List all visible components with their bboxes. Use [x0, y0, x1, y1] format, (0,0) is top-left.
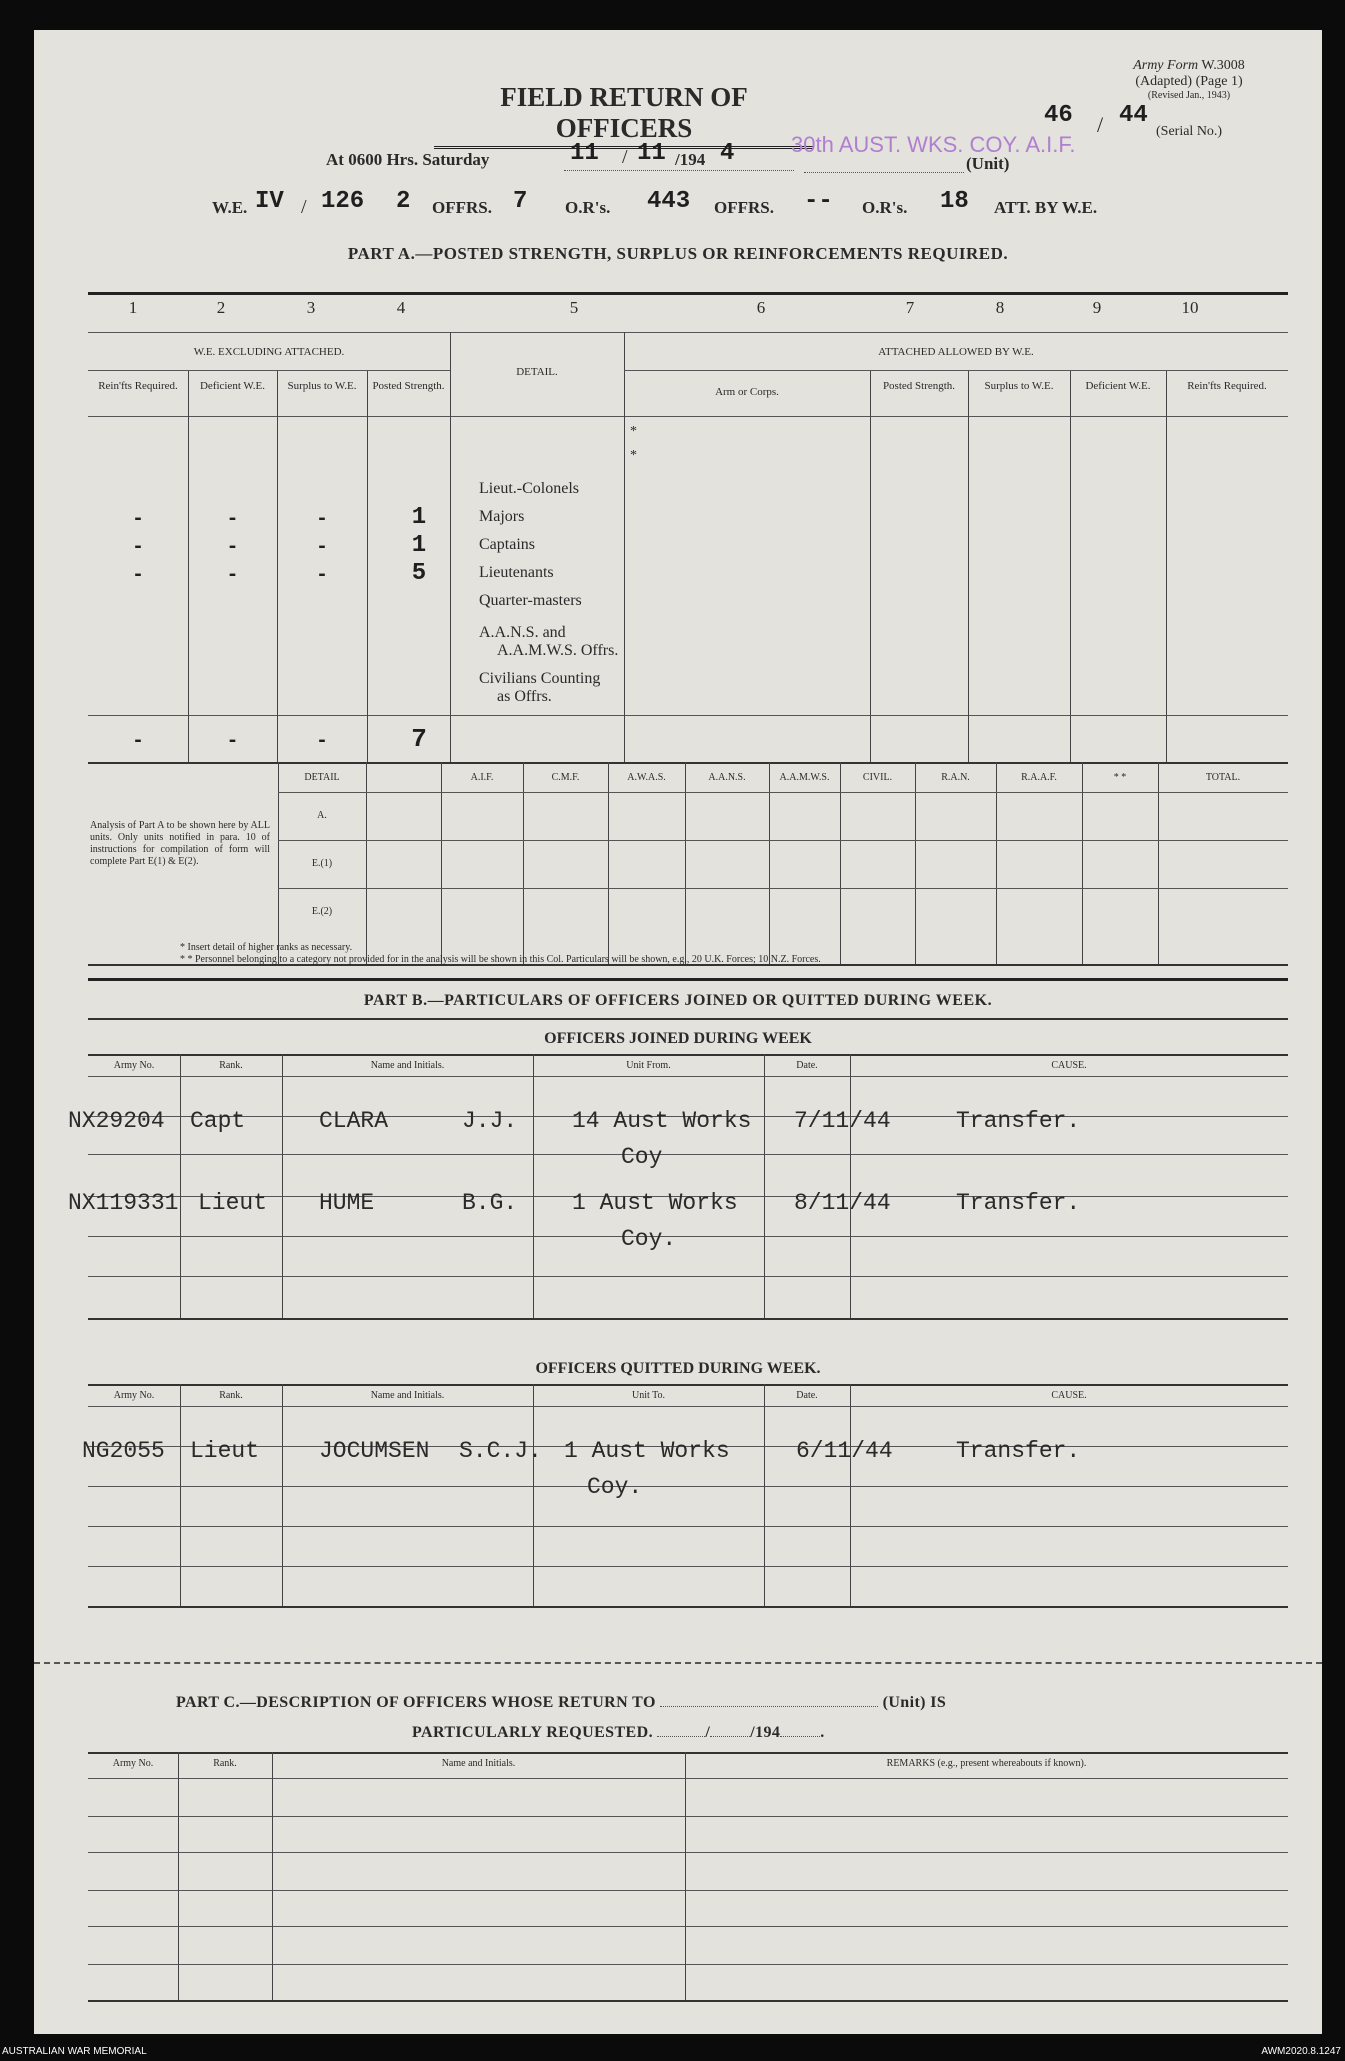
reinfts-value: -: [131, 508, 144, 531]
quitted-name: JOCUMSEN: [319, 1438, 430, 1464]
deficient-value: -: [226, 508, 239, 531]
quitted-unit-line2: Coy.: [587, 1474, 643, 1500]
column-number: 10: [1181, 298, 1199, 317]
quitted-col-army-no: Army No.: [113, 1390, 155, 1401]
table-row: [34, 504, 1322, 536]
quitted-title: OFFICERS QUITTED DURING WEEK.: [535, 1360, 821, 1377]
column-number: 3: [306, 298, 316, 317]
quitted-col-date: Date.: [796, 1390, 818, 1401]
joined-army-no: NX119331: [68, 1190, 179, 1216]
table-row: [34, 560, 1322, 592]
footnote-1: * Insert detail of higher ranks as necessary.: [180, 942, 353, 953]
adapted-label: (Adapted): [1135, 74, 1193, 89]
joined-unit-line2: Coy: [621, 1144, 663, 1170]
detail-label: Majors: [479, 508, 525, 525]
detail-label: Captains: [479, 536, 535, 553]
column-number: 2: [216, 298, 226, 317]
column-number: 4: [396, 298, 406, 317]
joined-col-date: Date.: [796, 1060, 818, 1071]
joined-col-rank: Rank.: [219, 1060, 243, 1071]
aans-line2: A.A.M.W.S. Offrs.: [497, 642, 619, 659]
detail-label: Lieutenants: [479, 564, 554, 581]
column-number: 7: [905, 298, 915, 317]
attached-allowed-header: ATTACHED ALLOWED BY W.E.: [878, 346, 1034, 358]
part-c-line2: PARTICULARLY REQUESTED. / /194 .: [412, 1724, 825, 1741]
serial-label: (Serial No.): [1156, 124, 1223, 139]
joined-rank: Capt: [190, 1108, 246, 1134]
joined-date: 7/11/44: [794, 1108, 891, 1134]
surplus-value: -: [315, 536, 328, 559]
att-by-we-label: ATT. BY W.E.: [994, 198, 1098, 217]
revised-label: (Revised Jan., 1943): [1147, 90, 1231, 101]
column-number: 6: [756, 298, 766, 317]
time-day-label: At 0600 Hrs. Saturday: [326, 150, 490, 169]
part-c-unit-label: (Unit) IS: [882, 1694, 947, 1711]
analysis-col-detail: DETAIL: [304, 772, 340, 783]
analysis-col-civil: CIVIL.: [862, 772, 893, 783]
part-c-col-name: Name and Initials.: [441, 1758, 516, 1769]
joined-name: CLARA: [319, 1108, 389, 1134]
table-row: [34, 592, 1322, 620]
asterisk-row: *: [630, 448, 637, 463]
posted-value: 1: [411, 504, 427, 531]
analysis-row-e2: E.(2): [311, 906, 333, 917]
quitted-unit-line1: 1 Aust Works: [564, 1438, 730, 1464]
total-posted: 7: [411, 724, 427, 754]
part-c-col-rank: Rank.: [213, 1758, 237, 1769]
joined-initials: J.J.: [462, 1108, 518, 1134]
col-arm-or-corps: Arm or Corps.: [715, 386, 779, 398]
asterisk-row: *: [630, 424, 637, 439]
col-att-deficient: Deficient W.E.: [1085, 380, 1151, 392]
part-c-col-army-no: Army No.: [112, 1758, 154, 1769]
part-b-heading: PART B.—PARTICULARS OF OFFICERS JOINED OR QUITTED DURING WEEK.: [363, 992, 993, 1009]
joined-unit-line1: 1 Aust Works: [572, 1190, 738, 1216]
footer-accession: AWM2020.8.1247: [1261, 2046, 1341, 2057]
quitted-army-no: NG2055: [82, 1438, 165, 1464]
surplus-value: -: [315, 508, 328, 531]
reinfts-value: -: [131, 536, 144, 559]
col-att-reinfts: Rein'fts Required.: [1187, 380, 1267, 392]
civilians-detail: [479, 670, 600, 706]
offrs2-label: OFFRS.: [714, 198, 774, 217]
date-month: 11: [637, 140, 666, 167]
joined-cause: Transfer.: [956, 1108, 1081, 1134]
ors-label: O.R's.: [565, 198, 611, 217]
form-title: FIELD RETURN OF OFFICERS: [434, 82, 814, 149]
deficient-value: -: [226, 564, 239, 587]
col-att-surplus: Surplus to W.E.: [984, 380, 1054, 392]
page-label: (Page 1): [1195, 74, 1243, 89]
joined-col-name: Name and Initials.: [370, 1060, 445, 1071]
table-row: [34, 532, 1322, 564]
detail-label: Lieut.-Colonels: [479, 480, 579, 497]
part-c-heading: PART C.—DESCRIPTION OF OFFICERS WHOSE RETURN TO: [176, 1694, 656, 1711]
analysis-col-aamws: A.A.M.W.S.: [779, 772, 830, 783]
surplus-value: -: [315, 564, 328, 587]
posted-value: 5: [411, 560, 427, 587]
part-c-year: /194: [750, 1724, 781, 1741]
quitted-date: 6/11/44: [796, 1438, 893, 1464]
we-label: W.E.: [212, 198, 248, 217]
offrs-value: 7: [513, 188, 528, 215]
quitted-rank: Lieut: [190, 1438, 260, 1464]
offrs2-value: --: [804, 188, 833, 215]
table-row: [34, 480, 1322, 508]
total-reinfts: -: [131, 730, 144, 753]
part-c-requested: PARTICULARLY REQUESTED.: [412, 1724, 653, 1741]
army-form-label: Army Form: [1133, 58, 1199, 73]
footer-institution: AUSTRALIAN WAR MEMORIAL: [2, 2046, 147, 2057]
quitted-col-name: Name and Initials.: [370, 1390, 445, 1401]
joined-cause: Transfer.: [956, 1190, 1081, 1216]
deficient-value: -: [226, 536, 239, 559]
quitted-col-unit-to: Unit To.: [631, 1390, 665, 1401]
part-c-col-remarks: REMARKS (e.g., present whereabouts if known).: [886, 1758, 1087, 1769]
quitted-col-cause: CAUSE.: [1051, 1390, 1087, 1401]
detail-label: Quarter-masters: [479, 592, 582, 609]
quitted-cause: Transfer.: [956, 1438, 1081, 1464]
form-sheet: Army Form W.3008 (Adapted) (Page 1) (Revised Jan., 1943) FIELD RETURN OF OFFICERS 46 / 44 (Serial No.) At 0600 Hrs. Saturday 11 / 11 /194 4 30th AUST. WKS. COY. A.I.F. (Unit) W.E. IV / 126 2 OFFRS. 7 O.R's. 443 OFFRS. -- O.R's. 18 ATT. BY W.E. PART A.—POSTED STRENGTH, SURPLUS OR REINFORCEMENTS REQUIRED. 1 2 3 4 5 6 7 8 9 10 W.E. EXCLUDING ATTACHED. ATTACHED ALLOWED BY W.E. DETAIL. Rein'fts Required. Deficient W.E. Surplus to W.E. Posted Strength. Arm or Corps. Posted Strength. Surplus to W.E. Deficient W.E. Rein'fts Required. * * Lieut.-Colonels - - - 1 Majors - - - 1 Captains - - - 5 Lieutenants Quarter-masters A.A.N.S. and A.A.M.W.S. Offrs. Civilians Counting as Offrs. - - - 7 Analysis of Part A to be shown here by ALL units. Only units notified in para. 10 of instructions for compilation of form will complete Part E(1) & E(2). DETAIL A.I.F. C.M.F. A.W.A.S. A.A.N.S. A.A.M.W.S. CIVIL. R.A.N. R.A.A.F. * * TOTAL. A. E.(1) E.(2) * Insert detail of higher ranks as necessary. * * Personnel belonging to a category not provided for in the analysis will be shown in this Col. Particulars will be shown, e.g., 20 U.K. Forces; 10 N.Z. Forces. PART B.—PARTICULARS OF OFFICERS JOINED OR QUITTED DURING WEEK. OFFICERS JOINED DURING WEEK Army No. Rank. Name and Initials. Unit From. Date. CAUSE. NX29204 Capt CLARA J.J. 14 Aust Works Coy 7/11/44 Transfer. NX119331 Lieut HUME B.G. 1 Aust Works Coy. 8/11/44 Transfer. OFFICERS QUITTED DURING WEEK. Army No. Rank. Name and Initials. Unit To. Date. CAUSE. NG2055 Lieut JOCUMSEN S.C.J. 1 Aust Works Coy. 6/11/44 Transfer. PART C.—DESCRIPTION OF OFFICERS WHOSE RETURN TO (Unit) IS PARTICULARLY REQUESTED. / /194 . Army No. Rank. Name and Initials. REMARKS (e.g., present whereabouts if known).: [34, 30, 1322, 2034]
we-volume: IV: [255, 188, 284, 215]
analysis-col-cmf: C.M.F.: [551, 772, 580, 783]
col-att-posted-strength: Posted Strength.: [882, 380, 956, 392]
joined-col-army-no: Army No.: [113, 1060, 155, 1071]
analysis-col-awas: A.W.A.S.: [627, 772, 666, 783]
aans-detail: [479, 624, 618, 660]
quitted-col-rank: Rank.: [219, 1390, 243, 1401]
analysis-row-e1: E.(1): [311, 858, 333, 869]
date-year-digit: 4: [720, 140, 735, 167]
civ-line2: as Offrs.: [497, 688, 552, 705]
analysis-col-other: * *: [1113, 772, 1127, 783]
offrs-label: OFFRS.: [432, 198, 492, 217]
joined-unit-line1: 14 Aust Works: [572, 1108, 752, 1134]
we-offrs-number: 2: [396, 188, 411, 215]
analysis-col-aif: A.I.F.: [470, 772, 494, 783]
joined-name: HUME: [319, 1190, 375, 1216]
civ-line1: Civilians Counting: [479, 670, 601, 687]
col-posted-strength: Posted Strength.: [372, 380, 445, 392]
joined-date: 8/11/44: [794, 1190, 891, 1216]
joined-initials: B.G.: [462, 1190, 518, 1216]
ors2-label: O.R's.: [862, 198, 908, 217]
serial-number-b: 44: [1119, 102, 1148, 129]
joined-army-no: NX29204: [68, 1108, 165, 1134]
column-number: 8: [995, 298, 1005, 317]
joined-rank: Lieut: [198, 1190, 268, 1216]
analysis-note: Analysis of Part A to be shown here by ALL units. Only units notified in para. 10 of instructions for compilation of form will complete Part E(1) & E(2).: [90, 820, 270, 867]
we-excluding-header: W.E. EXCLUDING ATTACHED.: [193, 346, 345, 358]
date-year-prefix: /194: [675, 150, 706, 169]
analysis-col-total: TOTAL.: [1205, 772, 1241, 783]
posted-value: 1: [411, 532, 427, 559]
col-deficient-we: Deficient W.E.: [199, 380, 266, 392]
quitted-initials: S.C.J.: [459, 1438, 542, 1464]
reinfts-value: -: [131, 564, 144, 587]
tear-line: [34, 1662, 1322, 1664]
ors2-value: 18: [940, 188, 969, 215]
col-surplus-we: Surplus to W.E.: [287, 380, 357, 392]
part-a-heading: PART A.—POSTED STRENGTH, SURPLUS OR REINFORCEMENTS REQUIRED.: [347, 244, 1009, 263]
column-number: 9: [1092, 298, 1102, 317]
totals-row: [34, 724, 1322, 760]
total-surplus: -: [315, 730, 328, 753]
part-c-date-sep: /: [705, 1724, 711, 1741]
analysis-col-ran: R.A.N.: [941, 772, 970, 783]
analysis-row-a: A.: [317, 810, 327, 821]
form-identifier: [1074, 58, 1304, 101]
joined-col-cause: CAUSE.: [1051, 1060, 1087, 1071]
unit-stamp: 30th AUST. WKS. COY. A.I.F.: [791, 132, 1076, 157]
footnote-2: * * Personnel belonging to a category not provided for in the analysis will be shown in this Col. Particulars will be shown, e.g., 20 U.K. Forces; 10 N.Z. Forces.: [180, 954, 821, 965]
total-deficient: -: [226, 730, 239, 753]
col-reinfts-required: Rein'fts Required.: [98, 380, 178, 392]
date-day: 11: [570, 140, 599, 167]
column-number: 1: [128, 298, 138, 317]
part-c-line1: [176, 1694, 946, 1712]
serial-number-a: 46: [1044, 102, 1073, 129]
joined-unit-line2: Coy.: [621, 1226, 677, 1252]
detail-header: DETAIL.: [516, 366, 558, 378]
joined-col-unit-from: Unit From.: [626, 1060, 671, 1071]
column-number: 5: [569, 298, 579, 317]
ors-value: 443: [647, 188, 691, 215]
aans-line1: A.A.N.S. and: [479, 624, 566, 641]
form-number: W.3008: [1201, 58, 1245, 73]
analysis-col-raaf: R.A.A.F.: [1021, 772, 1057, 783]
joined-title: OFFICERS JOINED DURING WEEK: [544, 1030, 812, 1047]
analysis-col-aans: A.A.N.S.: [708, 772, 746, 783]
we-number: 126: [321, 188, 365, 215]
unit-label: (Unit): [966, 154, 1010, 173]
